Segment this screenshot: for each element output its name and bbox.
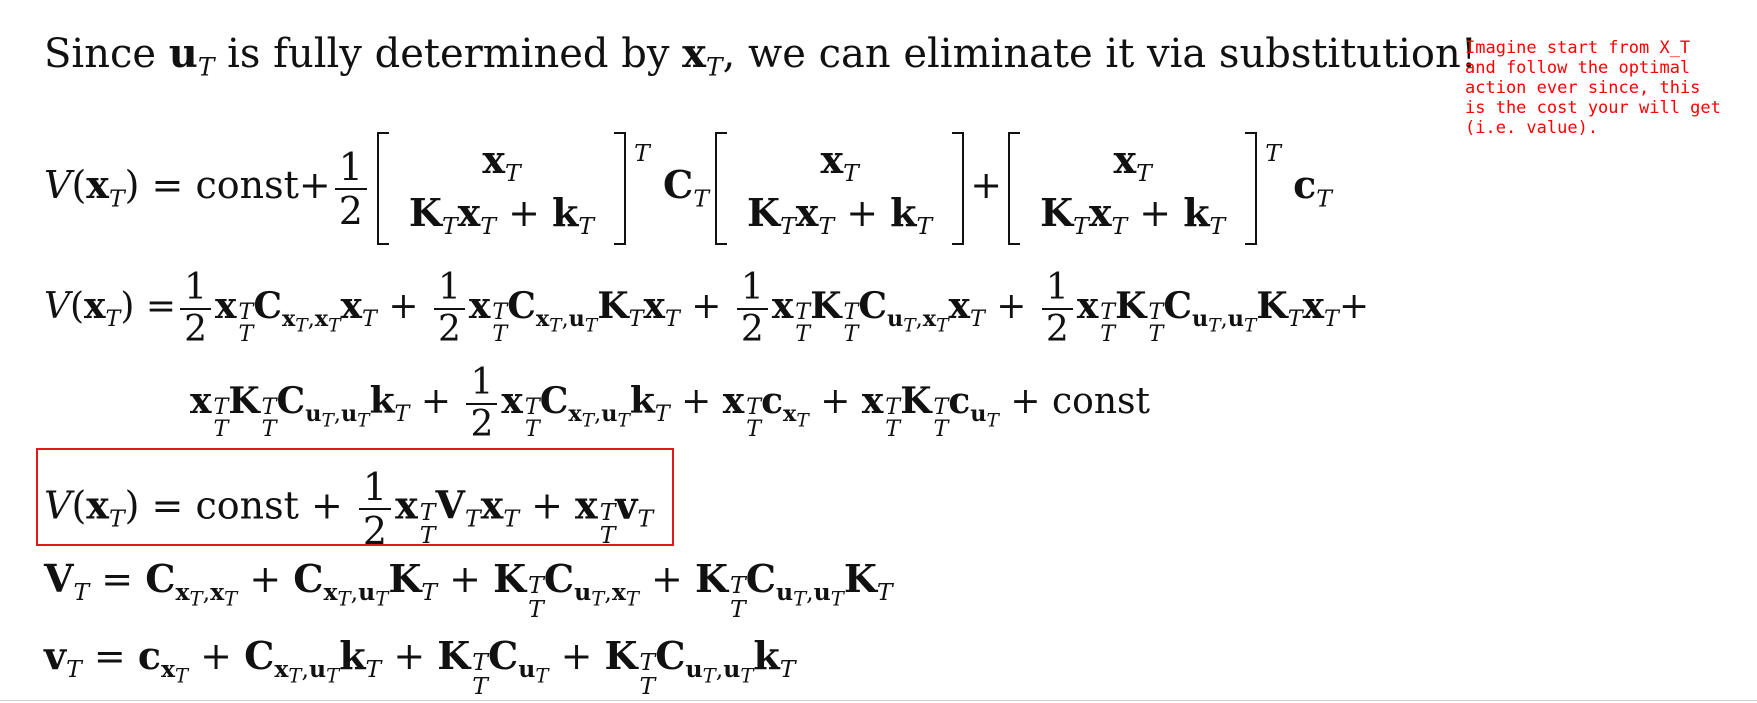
- annotation-note: Imagine start from X_T and follow the optimal action ever since, this is the cost your will get (i.e. value).: [1465, 38, 1721, 139]
- equation-boxed-value: $V(x_T)$ = const + $\frac{1}{2}$ x T T $V_Tx_T + x$ T T $v_T$: [44, 465, 654, 553]
- matrix-x-u-3: $x_T$ $K_Tx_T + k_T$: [1008, 132, 1257, 245]
- equation-v-T: $v_T = c_{x_T} + C_{x_T,u_T}k_T + K$ T T $C_{u_T} + K$ T T $C_{u_T,u_T}k_T$: [44, 633, 796, 700]
- equation-expanded-line-2: x T T K T T $C_{u_T,u_T}k_T$ + $\frac{1}{2}$ x T T $C_{x_T,u_T}k_T + x$ T T $c_{x_T} + x$ T T K T T $c_{u_T}$ + const: [190, 362, 1150, 445]
- equation-value-matrix-form: $V(x_T)$ = const+ $\frac{1}{2}$ $x_T$ $K_Tx_T + k_T$ $^T$ $C_T$ $x_T$ $K_Tx_T + k_T$ + $x_T$ $K_Tx_T + k_T$ $^T$ $c_T$: [44, 132, 1332, 245]
- matrix-x-u: $x_T$ $K_Tx_T + k_T$: [377, 132, 626, 245]
- bottom-divider: [0, 700, 1757, 701]
- equation-expanded-line-1: $V(x_T)$ = $\frac{1}{2}$ x T T $C_{x_T,x_T}x_T$ + $\frac{1}{2}$ x T T $C_{x_T,u_T}K_Tx_T$ + $\frac{1}{2}$ x T T K T T $C_{u_T,x_T}x_T$ + $\frac{1}{2}$ x T T K T T $C_{u_T,u_T}K_Tx_T+$: [44, 267, 1370, 350]
- fraction-half: $\frac{1}{2}$: [335, 148, 367, 230]
- heading-sentence: Since $u_T$ is fully determined by $x_T$, we can eliminate it via substitution!: [44, 30, 1477, 82]
- matrix-x-u-2: $x_T$ $K_Tx_T + k_T$: [715, 132, 964, 245]
- equation-V-T: $V_T = C_{x_T,x_T} + C_{x_T,u_T}K_T + K$ T T $C_{u_T,x_T} + K$ T T $C_{u_T,u_T}K_T$: [44, 556, 893, 623]
